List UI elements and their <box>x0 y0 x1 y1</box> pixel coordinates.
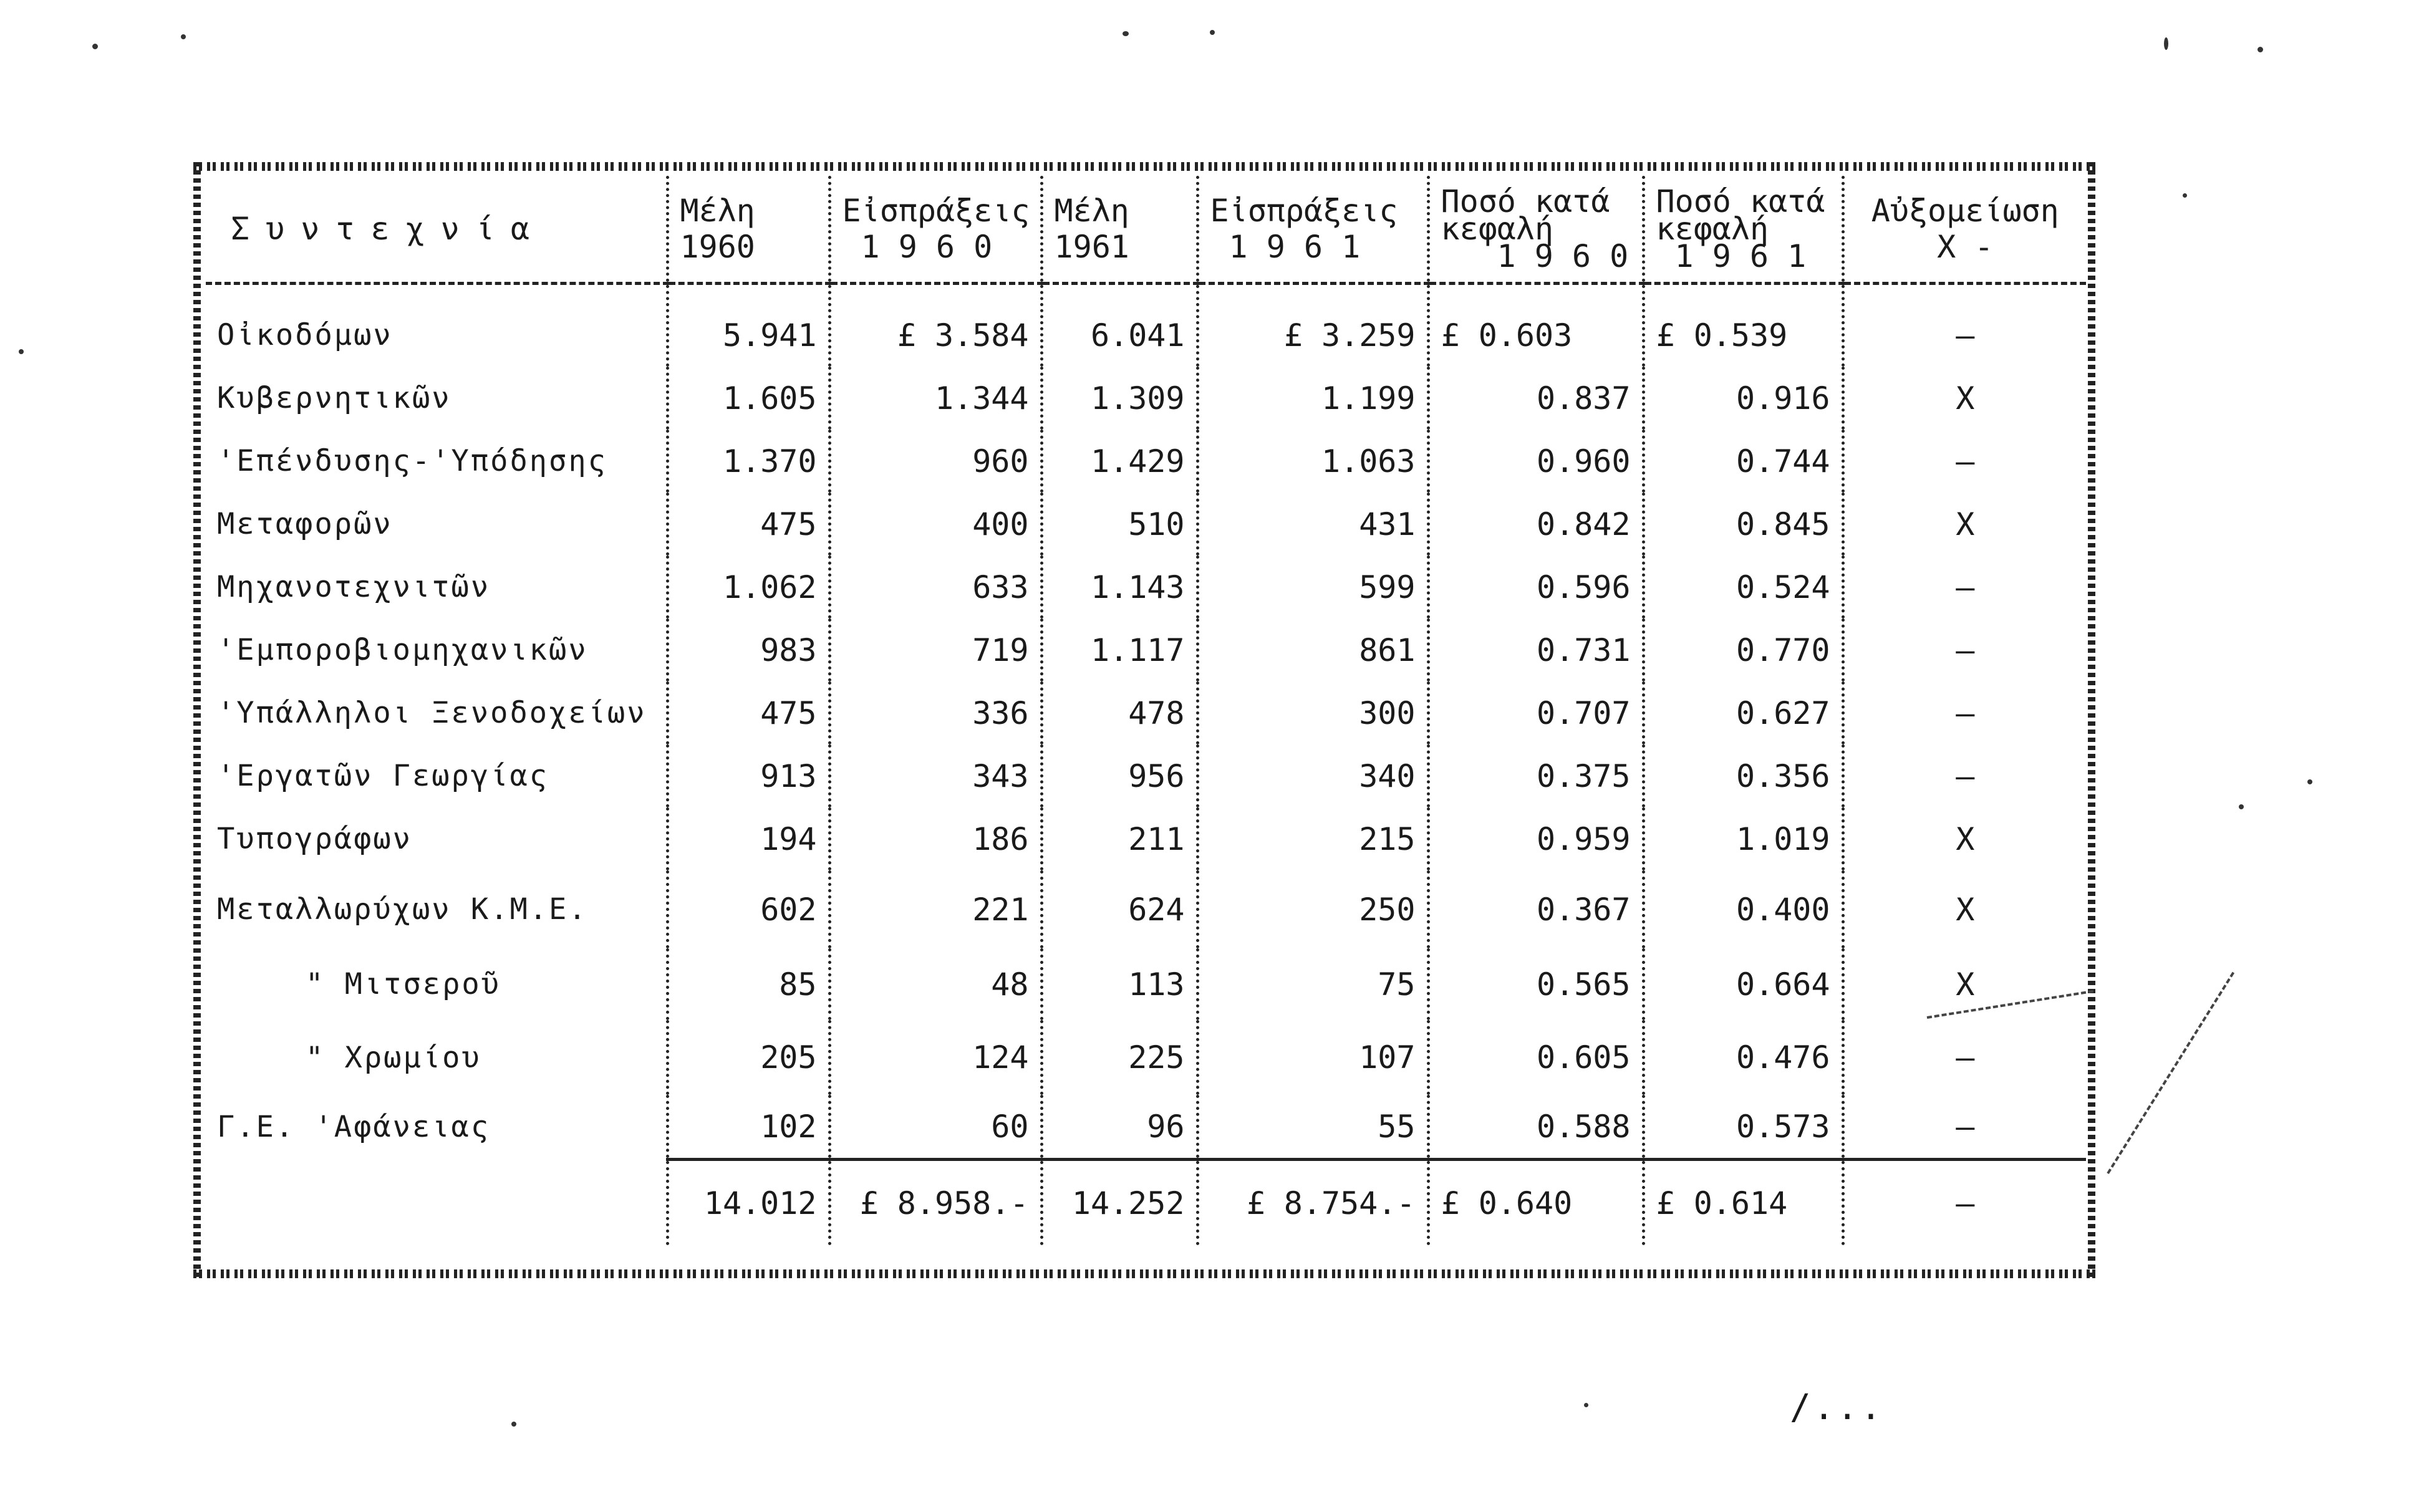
cell-union: Τυπογράφων <box>217 822 412 856</box>
total-receipts-1961: £ 8.754.- <box>1197 1160 1428 1246</box>
cell-members-1961: 1.309 <box>1041 367 1197 430</box>
total-change: – <box>1843 1160 2086 1246</box>
cell-per-head-1961: 0.744 <box>1643 430 1843 493</box>
header-receipts-1961-line1: Εἰσπράξεις <box>1210 193 1398 229</box>
total-members-1960: 14.012 <box>667 1160 829 1246</box>
cell-members-1960: 85 <box>667 948 829 1020</box>
cell-receipts-1961: 75 <box>1197 948 1428 1020</box>
cell-members-1960: 602 <box>667 870 829 948</box>
scan-speck <box>2257 47 2263 52</box>
cell-members-1960: 194 <box>667 807 829 870</box>
cell-per-head-1960: 0.707 <box>1428 681 1643 744</box>
scan-speck <box>181 34 186 39</box>
cell-union: 'Επένδυσης-'Υπόδησης <box>217 444 607 478</box>
header-receipts-1960-line1: Εἰσπράξεις <box>842 193 1030 229</box>
cell-union: Μηχανοτεχνιτῶν <box>217 570 491 604</box>
cell-change: – <box>1843 284 2086 367</box>
cell-members-1961: 956 <box>1041 744 1197 807</box>
total-members-1961: 14.252 <box>1041 1160 1197 1246</box>
cell-members-1961: 96 <box>1041 1095 1197 1160</box>
cell-members-1960: 913 <box>667 744 829 807</box>
union-statistics-table <box>206 176 2086 1245</box>
cell-members-1960: 1.062 <box>667 556 829 619</box>
totals-label-cell <box>206 1160 667 1246</box>
scan-speck <box>1123 31 1129 36</box>
frame-top-edge <box>193 162 2095 171</box>
cell-per-head-1961: 0.916 <box>1643 367 1843 430</box>
header-per-head-1961 <box>1643 176 1843 284</box>
scan-speck <box>19 349 24 354</box>
cell-receipts-1960: 719 <box>829 619 1041 681</box>
cell-per-head-1961: 0.664 <box>1643 948 1843 1020</box>
scan-speck <box>92 44 98 49</box>
cell-change: X <box>1843 807 2086 870</box>
header-per-head-1960-line3: 1 9 6 0 <box>1497 238 1629 274</box>
totals-row <box>206 1160 2086 1246</box>
cell-members-1961: 478 <box>1041 681 1197 744</box>
cell-per-head-1961: £ 0.539 <box>1643 284 1843 367</box>
cell-receipts-1960: 633 <box>829 556 1041 619</box>
cell-per-head-1961: 0.356 <box>1643 744 1843 807</box>
header-members-1961 <box>1041 176 1197 284</box>
table-row <box>206 493 2086 556</box>
cell-per-head-1960: 0.375 <box>1428 744 1643 807</box>
cell-receipts-1960: 60 <box>829 1095 1041 1160</box>
table-row <box>206 556 2086 619</box>
header-members-1961-line2: 1961 <box>1054 229 1129 265</box>
header-change-line2: X - <box>1937 229 1994 265</box>
cell-per-head-1960: 0.960 <box>1428 430 1643 493</box>
header-per-head-1961-line2: κεφαλή <box>1656 211 1769 247</box>
header-per-head-1960-line2: κεφαλή <box>1441 211 1554 247</box>
header-change-line1: Αὐξομείωση <box>1871 193 2059 229</box>
header-members-1960 <box>667 176 829 284</box>
table-row <box>206 807 2086 870</box>
total-per-head-1960: £ 0.640 <box>1428 1160 1643 1246</box>
table-row <box>206 619 2086 681</box>
header-receipts-1960 <box>829 176 1041 284</box>
table-row <box>206 1095 2086 1160</box>
header-receipts-1961 <box>1197 176 1428 284</box>
header-receipts-1961-line2: 1 9 6 1 <box>1229 229 1361 265</box>
header-members-1960-line1: Μέλη <box>680 193 755 229</box>
continuation-mark: /... <box>1790 1387 1884 1428</box>
frame-bottom-edge <box>193 1269 2095 1278</box>
cell-change: X <box>1843 948 2086 1020</box>
header-change <box>1843 176 2086 284</box>
frame-left-edge <box>193 162 201 1278</box>
cell-per-head-1960: 0.731 <box>1428 619 1643 681</box>
header-per-head-1961-line3: 1 9 6 1 <box>1674 238 1807 274</box>
cell-change: – <box>1843 681 2086 744</box>
table-row <box>206 744 2086 807</box>
cell-per-head-1960: 0.596 <box>1428 556 1643 619</box>
cell-per-head-1961: 0.573 <box>1643 1095 1843 1160</box>
cell-union: Μεταλλωρύχων Κ.Μ.Ε. <box>217 892 588 927</box>
cell-change: – <box>1843 1095 2086 1160</box>
cell-members-1961: 225 <box>1041 1020 1197 1095</box>
table-row <box>206 284 2086 367</box>
cell-members-1960: 205 <box>667 1020 829 1095</box>
cell-members-1961: 6.041 <box>1041 284 1197 367</box>
scan-speck <box>1584 1403 1588 1407</box>
cell-receipts-1961: 861 <box>1197 619 1428 681</box>
cell-receipts-1961: £ 3.259 <box>1197 284 1428 367</box>
cell-receipts-1960: 1.344 <box>829 367 1041 430</box>
table-row <box>206 430 2086 493</box>
scan-speck <box>1210 30 1215 35</box>
scan-speck <box>2239 804 2244 809</box>
cell-per-head-1960: 0.837 <box>1428 367 1643 430</box>
scan-speck <box>2183 193 2187 198</box>
cell-members-1961: 624 <box>1041 870 1197 948</box>
cell-receipts-1961: 1.063 <box>1197 430 1428 493</box>
cell-per-head-1961: 0.476 <box>1643 1020 1843 1095</box>
cell-per-head-1961: 0.845 <box>1643 493 1843 556</box>
cell-union: Οἰκοδόμων <box>217 318 393 352</box>
total-receipts-1960: £ 8.958.- <box>829 1160 1041 1246</box>
cell-members-1960: 475 <box>667 493 829 556</box>
cell-members-1960: 475 <box>667 681 829 744</box>
cell-union: 'Εργατῶν Γεωργίας <box>217 759 549 793</box>
cell-change: X <box>1843 870 2086 948</box>
cell-members-1960: 102 <box>667 1095 829 1160</box>
cell-change: – <box>1843 430 2086 493</box>
table-row <box>206 367 2086 430</box>
cell-members-1961: 211 <box>1041 807 1197 870</box>
table-row <box>206 681 2086 744</box>
cell-per-head-1961: 0.524 <box>1643 556 1843 619</box>
cell-receipts-1961: 300 <box>1197 681 1428 744</box>
cell-change: X <box>1843 493 2086 556</box>
cell-receipts-1961: 340 <box>1197 744 1428 807</box>
cell-receipts-1961: 599 <box>1197 556 1428 619</box>
cell-members-1961: 1.143 <box>1041 556 1197 619</box>
cell-receipts-1960: £ 3.584 <box>829 284 1041 367</box>
header-per-head-1960 <box>1428 176 1643 284</box>
scan-speck <box>2164 37 2168 50</box>
cell-receipts-1960: 48 <box>829 948 1041 1020</box>
cell-union: Κυβερνητικῶν <box>217 381 451 415</box>
scan-speck <box>511 1422 516 1427</box>
header-per-head-1960-line1: Ποσό κατά <box>1441 183 1610 219</box>
cell-union: " Μιτσεροῦ <box>306 967 501 1001</box>
cell-receipts-1961: 250 <box>1197 870 1428 948</box>
cell-receipts-1961: 107 <box>1197 1020 1428 1095</box>
header-receipts-1960-line2: 1 9 6 0 <box>861 229 993 265</box>
cell-receipts-1961: 1.199 <box>1197 367 1428 430</box>
cell-receipts-1960: 336 <box>829 681 1041 744</box>
cell-union: Μεταφορῶν <box>217 507 393 541</box>
header-members-1961-line1: Μέλη <box>1054 193 1129 229</box>
cell-receipts-1960: 221 <box>829 870 1041 948</box>
total-per-head-1961: £ 0.614 <box>1643 1160 1843 1246</box>
table-row <box>206 870 2086 948</box>
cell-receipts-1960: 960 <box>829 430 1041 493</box>
cell-receipts-1960: 343 <box>829 744 1041 807</box>
cell-members-1960: 1.370 <box>667 430 829 493</box>
cell-change: X <box>1843 367 2086 430</box>
frame-right-edge <box>2088 162 2095 1278</box>
header-members-1960-line2: 1960 <box>680 229 755 265</box>
header-per-head-1961-line1: Ποσό κατά <box>1656 183 1825 219</box>
cell-members-1961: 1.117 <box>1041 619 1197 681</box>
stray-pen-stroke <box>2107 972 2234 1174</box>
table-row <box>206 1020 2086 1095</box>
cell-members-1961: 1.429 <box>1041 430 1197 493</box>
cell-receipts-1960: 186 <box>829 807 1041 870</box>
cell-per-head-1960: 0.565 <box>1428 948 1643 1020</box>
header-row <box>206 176 2086 284</box>
table-row <box>206 948 2086 1020</box>
cell-per-head-1960: 0.588 <box>1428 1095 1643 1160</box>
cell-receipts-1961: 55 <box>1197 1095 1428 1160</box>
cell-union: 'Εμποροβιομηχανικῶν <box>217 633 588 667</box>
cell-members-1961: 510 <box>1041 493 1197 556</box>
cell-members-1960: 5.941 <box>667 284 829 367</box>
cell-change: – <box>1843 556 2086 619</box>
header-union: Συντεχνία <box>206 176 667 284</box>
cell-union: " Χρωμίου <box>306 1040 481 1075</box>
cell-per-head-1960: 0.605 <box>1428 1020 1643 1095</box>
cell-per-head-1961: 0.400 <box>1643 870 1843 948</box>
cell-union: 'Υπάλληλοι Ξενοδοχείων <box>217 696 647 730</box>
cell-receipts-1961: 431 <box>1197 493 1428 556</box>
cell-per-head-1961: 1.019 <box>1643 807 1843 870</box>
cell-per-head-1961: 0.770 <box>1643 619 1843 681</box>
cell-members-1960: 983 <box>667 619 829 681</box>
cell-receipts-1960: 124 <box>829 1020 1041 1095</box>
cell-per-head-1961: 0.627 <box>1643 681 1843 744</box>
cell-per-head-1960: 0.367 <box>1428 870 1643 948</box>
cell-change: – <box>1843 1020 2086 1095</box>
cell-members-1961: 113 <box>1041 948 1197 1020</box>
cell-union: Γ.Ε. 'Αφάνειας <box>217 1110 491 1145</box>
cell-change: – <box>1843 744 2086 807</box>
cell-per-head-1960: 0.842 <box>1428 493 1643 556</box>
scan-speck <box>2307 779 2312 784</box>
cell-per-head-1960: 0.959 <box>1428 807 1643 870</box>
cell-change: – <box>1843 619 2086 681</box>
cell-members-1960: 1.605 <box>667 367 829 430</box>
cell-per-head-1960: £ 0.603 <box>1428 284 1643 367</box>
cell-receipts-1960: 400 <box>829 493 1041 556</box>
cell-receipts-1961: 215 <box>1197 807 1428 870</box>
